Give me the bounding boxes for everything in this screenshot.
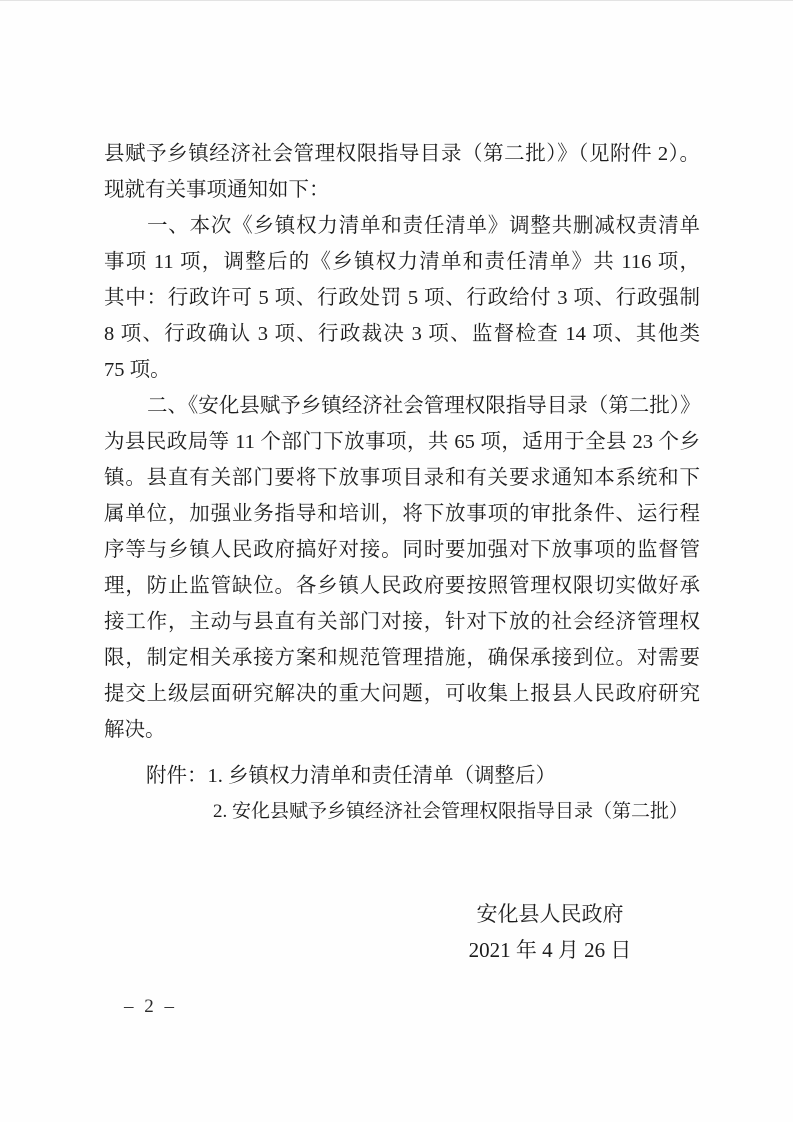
body-line: 其中：行政许可 5 项、行政处罚 5 项、行政给付 3 项、行政强制 [104,287,700,309]
attachment-item-1: 1. 乡镇权力清单和责任清单（调整后） [207,765,556,787]
body-line: 一、本次《乡镇权力清单和责任清单》调整共删减权责清单 [147,215,700,237]
attachments-block [104,758,724,830]
signature-block [400,896,700,968]
body-line: 县赋予乡镇经济社会管理权限指导目录（第二批）》（见附件 2）。 [104,143,700,165]
body-line: 二、《安化县赋予乡镇经济社会管理权限指导目录（第二批）》 [147,395,700,417]
body-line: 接工作，主动与县直有关部门对接，针对下放的社会经济管理权 [104,611,700,633]
body-line: 理，防止监管缺位。各乡镇人民政府要按照管理权限切实做好承 [104,575,700,597]
attachment-item-2: 2. 安化县赋予乡镇经济社会管理权限指导目录（第二批） [213,801,689,822]
signature-date: 2021 年 4 月 26 日 [468,938,632,962]
body-line: 75 项。 [104,359,171,381]
body-line: 8 项、行政确认 3 项、行政裁决 3 项、监督检查 14 项、其他类 [104,323,700,345]
body-line: 提交上级层面研究解决的重大问题，可收集上报县人民政府研究 [104,683,700,705]
attachment-line [104,758,724,794]
page-number: – 2 – [124,996,177,1017]
body-line: 现就有关事项通知如下： [104,179,330,201]
attachment-line [104,794,724,830]
body-line: 镇。县直有关部门要将下放事项目录和有关要求通知本系统和下 [104,467,700,489]
scan-edge-artifact [0,0,793,1]
attachments-label: 附件： [146,765,208,787]
body-line: 为县民政局等 11 个部门下放事项，共 65 项，适用于全县 23 个乡 [104,431,700,453]
body-line: 限，制定相关承接方案和规范管理措施，确保承接到位。对需要 [104,647,700,669]
body-line: 解决。 [104,719,166,741]
document-body [104,136,700,748]
signature-organization: 安化县人民政府 [476,902,624,926]
body-line: 属单位，加强业务指导和培训，将下放事项的审批条件、运行程 [104,503,700,525]
body-line: 序等与乡镇人民政府搞好对接。同时要加强对下放事项的监督管 [104,539,700,561]
body-line: 事项 11 项，调整后的《乡镇权力清单和责任清单》共 116 项， [104,251,700,273]
